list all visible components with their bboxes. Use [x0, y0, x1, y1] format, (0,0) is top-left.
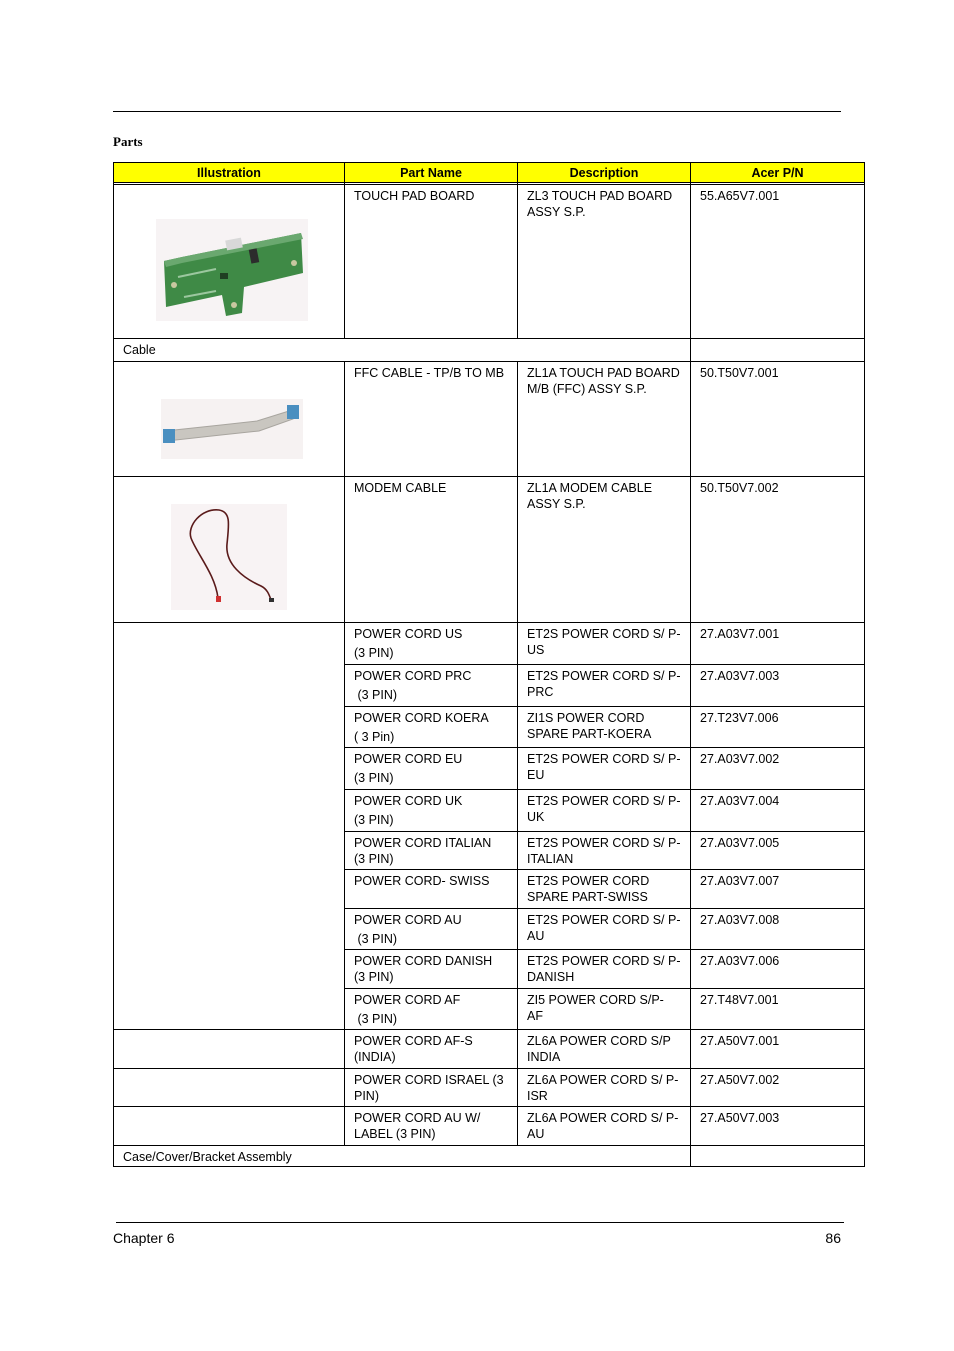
cord-pin: (3 PIN): [354, 932, 398, 946]
footer-chapter: Chapter 6: [113, 1230, 175, 1246]
modem-name: MODEM CABLE: [354, 481, 447, 495]
cord-desc: ET2S POWER CORD S/ P-ITALIAN: [527, 836, 681, 866]
cord-pn: 27.A03V7.008: [700, 913, 780, 927]
bottom-rule: [116, 1222, 844, 1223]
touchpad-name: TOUCH PAD BOARD: [354, 189, 475, 203]
parts-table: [113, 162, 865, 1167]
cord-pin: (3 PIN): [354, 852, 394, 866]
header-acer-pn: Acer P/N: [691, 163, 865, 183]
cord-pin: (3 PIN): [354, 771, 394, 785]
section-title: Parts: [113, 134, 143, 149]
table-row: [114, 1030, 865, 1069]
table-row: [114, 623, 865, 665]
top-rule: [113, 111, 841, 112]
cord-pn: 27.T23V7.006: [700, 711, 779, 725]
group-row-cable: [114, 339, 865, 362]
ffc-name: FFC CABLE - TP/B TO MB: [354, 366, 505, 380]
cord-name: POWER CORD US: [354, 627, 463, 641]
modem-cable-image: [171, 504, 287, 610]
ffc-desc: ZL1A TOUCH PAD BOARD M/B (FFC) ASSY S.P.: [527, 366, 680, 396]
cord-pn: 27.A03V7.001: [700, 627, 780, 641]
table-row: [114, 1069, 865, 1107]
cord-pn: 27.A03V7.007: [700, 874, 780, 888]
cord-desc: ET2S POWER CORD SPARE PART-SWISS: [527, 874, 650, 904]
cord-desc: ET2S POWER CORD S/ P-AU: [527, 913, 681, 943]
cord-pin: (3 PIN): [354, 1012, 398, 1026]
auw-desc: ZL6A POWER CORD S/ P-AU: [527, 1111, 679, 1141]
cord-name: POWER CORD DANISH: [354, 954, 493, 968]
modem-desc: ZL1A MODEM CABLE ASSY S.P.: [527, 481, 653, 511]
india-pn: 27.A50V7.001: [700, 1034, 780, 1048]
table-row: [114, 362, 865, 477]
cord-desc: ZI5 POWER CORD S/P- AF: [527, 993, 664, 1023]
cord-name: POWER CORD KOERA: [354, 711, 489, 725]
footer-page-number: 86: [825, 1230, 841, 1246]
auw-name: POWER CORD AU W/ LABEL (3 PIN): [354, 1111, 481, 1141]
cord-desc: ZI1S POWER CORD SPARE PART-KOERA: [527, 711, 652, 741]
ffc-illustration: [114, 362, 345, 477]
ffc-cable-image: [161, 399, 303, 459]
cord-pn: 27.T48V7.001: [700, 993, 779, 1007]
table-row: [114, 185, 865, 339]
cord-desc: ET2S POWER CORD S/ P-UK: [527, 794, 681, 824]
cord-name: POWER CORD UK: [354, 794, 463, 808]
table-row: [114, 1107, 865, 1146]
group-label-cable: Cable: [123, 343, 156, 357]
cord-pn: 27.A03V7.005: [700, 836, 780, 850]
cord-name: POWER CORD ITALIAN: [354, 836, 492, 850]
cord-desc: ET2S POWER CORD S/ P-DANISH: [527, 954, 681, 984]
table-header-row: [114, 163, 865, 183]
modem-illustration: [114, 477, 345, 623]
auw-pn: 27.A50V7.003: [700, 1111, 780, 1125]
india-desc: ZL6A POWER CORD S/P INDIA: [527, 1034, 671, 1064]
india-name: POWER CORD AF-S (INDIA): [354, 1034, 473, 1064]
cord-name: POWER CORD AF: [354, 993, 461, 1007]
cord-name: POWER CORD- SWISS: [354, 874, 490, 888]
cord-pn: 27.A03V7.003: [700, 669, 780, 683]
cord-pin: (3 PIN): [354, 813, 394, 827]
cord-pn: 27.A03V7.002: [700, 752, 780, 766]
israel-name: POWER CORD ISRAEL (3 PIN): [354, 1073, 504, 1103]
cord-desc: ET2S POWER CORD S/ P-EU: [527, 752, 681, 782]
cord-pin: ( 3 Pin): [354, 730, 395, 744]
touchpad-desc: ZL3 TOUCH PAD BOARD ASSY S.P.: [527, 189, 673, 219]
cord-name: POWER CORD PRC: [354, 669, 472, 683]
touchpad-illustration: [114, 185, 345, 339]
cord-name: POWER CORD AU: [354, 913, 462, 927]
cord-desc: ET2S POWER CORD S/ P-PRC: [527, 669, 681, 699]
touchpad-board-image: [156, 219, 308, 321]
header-illustration: Illustration: [114, 163, 345, 183]
header-part-name: Part Name: [345, 163, 518, 183]
header-description: Description: [518, 163, 691, 183]
table-row: [114, 477, 865, 623]
modem-pn: 50.T50V7.002: [700, 481, 779, 495]
cord-pin: (3 PIN): [354, 970, 394, 984]
touchpad-pn: 55.A65V7.001: [700, 189, 780, 203]
power-cord-illustration-cell: [114, 623, 345, 1030]
group-row-case: [114, 1146, 865, 1167]
cord-pin: (3 PIN): [354, 646, 394, 660]
cord-name: POWER CORD EU: [354, 752, 463, 766]
cord-pn: 27.A03V7.006: [700, 954, 780, 968]
cord-desc: ET2S POWER CORD S/ P-US: [527, 627, 681, 657]
ffc-pn: 50.T50V7.001: [700, 366, 779, 380]
israel-pn: 27.A50V7.002: [700, 1073, 780, 1087]
cord-pin: (3 PIN): [354, 688, 398, 702]
cord-pn: 27.A03V7.004: [700, 794, 780, 808]
group-label-case: Case/Cover/Bracket Assembly: [123, 1150, 292, 1164]
israel-desc: ZL6A POWER CORD S/ P-ISR: [527, 1073, 679, 1103]
